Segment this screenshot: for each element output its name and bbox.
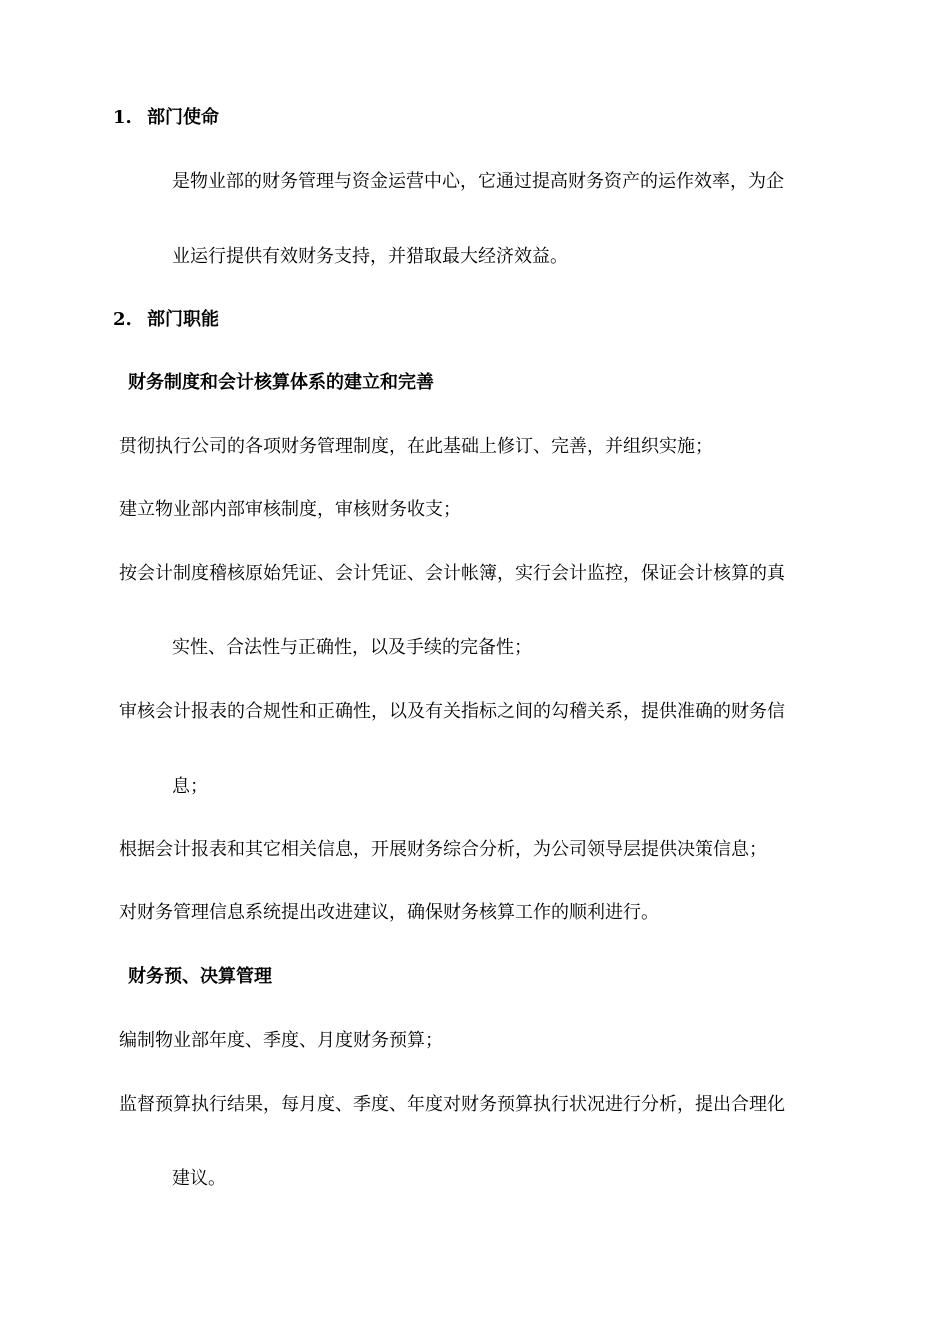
section-1-title: 部门使命 — [147, 107, 219, 128]
list-item-continuation: 实性、合法性与正确性，以及手续的完备性； — [172, 637, 532, 658]
section-2-title: 部门职能 — [147, 309, 219, 330]
section-1-heading — [113, 106, 219, 130]
list-item: 监督预算执行结果，每月度、季度、年度对财务预算执行状况进行分析，提出合理化 — [119, 1094, 785, 1115]
list-item-continuation: 建议。 — [172, 1168, 226, 1189]
group-2-heading: 财务预、决算管理 — [128, 966, 272, 987]
list-item: 编制物业部年度、季度、月度财务预算； — [119, 1030, 443, 1051]
list-item: 建立物业部内部审核制度，审核财务收支； — [119, 499, 461, 520]
list-item: 贯彻执行公司的各项财务管理制度，在此基础上修订、完善，并组织实施； — [119, 436, 713, 457]
list-item-continuation: 息； — [172, 776, 208, 797]
list-item: 对财务管理信息系统提出改进建议，确保财务核算工作的顺利进行。 — [119, 902, 659, 923]
section-2-heading — [113, 308, 219, 332]
section-1-body-line-2: 业运行提供有效财务支持，并猎取最大经济效益。 — [172, 246, 568, 267]
list-item: 按会计制度稽核原始凭证、会计凭证、会计帐簿，实行会计监控，保证会计核算的真 — [119, 563, 785, 584]
section-2-number: 2. — [113, 309, 132, 330]
section-1-body-line-1: 是物业部的财务管理与资金运营中心，它通过提高财务资产的运作效率，为企 — [172, 171, 784, 192]
list-item: 根据会计报表和其它相关信息，开展财务综合分析，为公司领导层提供决策信息； — [119, 839, 767, 860]
list-item: 审核会计报表的合规性和正确性，以及有关指标之间的勾稽关系，提供准确的财务信 — [119, 701, 785, 722]
group-1-heading: 财务制度和会计核算体系的建立和完善 — [128, 372, 434, 393]
section-1-number: 1. — [113, 107, 132, 128]
